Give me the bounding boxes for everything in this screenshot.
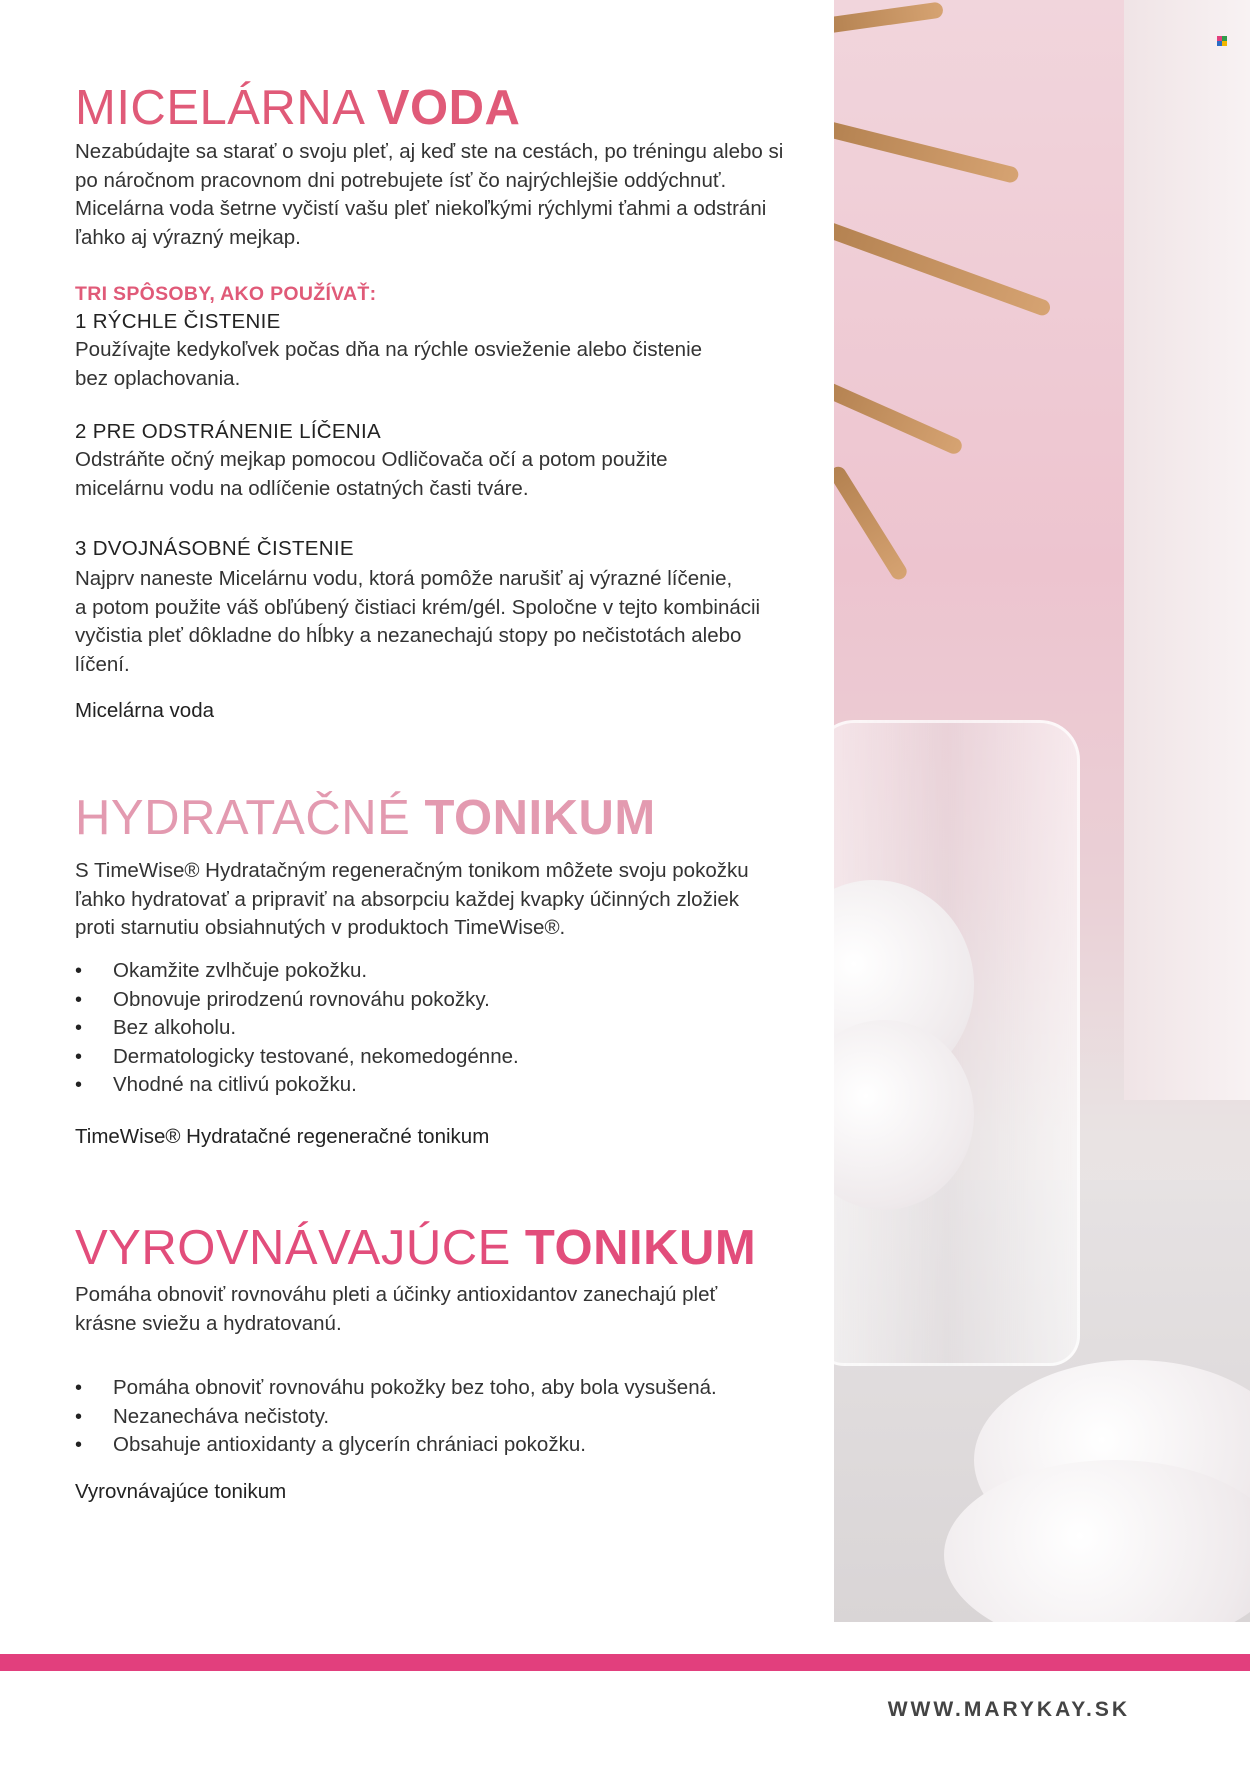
brand-logo-icon <box>1217 36 1227 46</box>
product-photo <box>834 0 1250 1622</box>
way1-title: 1 RÝCHLE ČISTENIE <box>75 310 281 333</box>
text-line: a potom použite váš obľúbený čistiaci krém/gél. Spoločne v tejto kombinácii <box>75 595 761 619</box>
list-item: • Nezanecháva nečistoty. <box>75 1403 717 1432</box>
text-line: vyčistia pleť dôkladne do hĺbky a nezanechajú stopy po nečistotách alebo <box>75 624 742 647</box>
micellar-title-bold: VODA <box>376 81 521 135</box>
wooden-stick <box>834 381 964 457</box>
hydrating-title-light: HYDRATAČNÉ <box>75 791 425 845</box>
text-line: bez oplachovania. <box>75 366 241 390</box>
balancing-product-name: Vyrovnávajúce tonikum <box>75 1480 287 1503</box>
text-line: Používajte kedykoľvek počas dňa na rýchle osvieženie alebo čistenie <box>75 338 703 361</box>
text-line: ľahko hydratovať a pripraviť na absorpciu každej kvapky účinných zložiek <box>75 887 740 911</box>
micellar-title <box>75 80 520 136</box>
balancing-benefits-list <box>75 1374 717 1460</box>
text-line: micelárnu vodu na odlíčenie ostatných časti tváre. <box>75 476 529 500</box>
list-item: • Bez alkoholu. <box>75 1014 519 1043</box>
list-item: • Dermatologicky testované, nekomedogénne. <box>75 1043 519 1072</box>
text-line: krásne sviežu a hydratovanú. <box>75 1311 342 1335</box>
list-item: • Obsahuje antioxidanty a glycerín chrániaci pokožku. <box>75 1431 717 1460</box>
text-line: líčení. <box>75 652 130 676</box>
hydrating-intro <box>75 857 805 943</box>
balancing-title <box>75 1220 756 1276</box>
hydrating-product-name: TimeWise® Hydratačné regeneračné tonikum <box>75 1125 490 1148</box>
text-line: S TimeWise® Hydratačným regeneračným tonikom môžete svoju pokožku <box>75 859 749 882</box>
micellar-intro <box>75 138 805 252</box>
hydrating-title <box>75 790 656 846</box>
wooden-stick <box>834 1 944 34</box>
way3-title: 3 DVOJNÁSOBNÉ ČISTENIE <box>75 537 354 560</box>
wooden-stick <box>834 464 910 583</box>
list-item: • Vhodné na citlivú pokožku. <box>75 1071 519 1100</box>
way2-title: 2 PRE ODSTRÁNENIE LÍČENIA <box>75 420 381 443</box>
footer-accent-bar <box>0 1654 1250 1671</box>
micellar-title-light: MICELÁRNA <box>75 81 377 135</box>
website-link[interactable]: WWW.MARYKAY.SK <box>887 1698 1130 1721</box>
text-line: Micelárna voda šetrne vyčistí vašu pleť niekoľkými rýchlymi ťahmi a odstráni <box>75 197 767 220</box>
wooden-stick <box>834 220 1052 317</box>
ways-heading: TRI SPÔSOBY, AKO POUŽÍVAŤ: <box>75 283 377 305</box>
balancing-intro <box>75 1281 805 1338</box>
text-line: Nezabúdajte sa starať o svoju pleť, aj keď ste na cestách, po tréningu alebo si <box>75 140 784 163</box>
balancing-title-light: VYROVNÁVAJÚCE <box>75 1221 525 1275</box>
balancing-title-bold: TONIKUM <box>524 1221 757 1275</box>
way2-text <box>75 446 805 503</box>
wooden-stick <box>834 120 1020 184</box>
way1-text <box>75 336 805 393</box>
way3-text <box>75 565 805 679</box>
text-line: Najprv naneste Micelárnu vodu, ktorá pomôže narušiť aj výrazné líčenie, <box>75 567 733 590</box>
hydrating-title-bold: TONIKUM <box>424 791 656 845</box>
list-item: • Obnovuje prirodzenú rovnováhu pokožky. <box>75 986 519 1015</box>
text-line: ľahko aj výrazný mejkap. <box>75 225 301 249</box>
photo-wall <box>1124 0 1250 1100</box>
text-line: po náročnom pracovnom dni potrebujete ísť čo najrýchlejšie oddýchnuť. <box>75 168 727 192</box>
text-line: Pomáha obnoviť rovnováhu pleti a účinky antioxidantov zanechajú pleť <box>75 1283 718 1306</box>
list-item: • Okamžite zvlhčuje pokožku. <box>75 957 519 986</box>
micellar-product-name: Micelárna voda <box>75 699 215 722</box>
text-line: proti starnutiu obsiahnutých v produktoch TimeWise®. <box>75 916 566 939</box>
hydrating-benefits-list <box>75 957 519 1100</box>
text-line: Odstráňte očný mejkap pomocou Odličovača očí a potom použite <box>75 448 668 471</box>
list-item: • Pomáha obnoviť rovnováhu pokožky bez toho, aby bola vysušená. <box>75 1374 717 1403</box>
